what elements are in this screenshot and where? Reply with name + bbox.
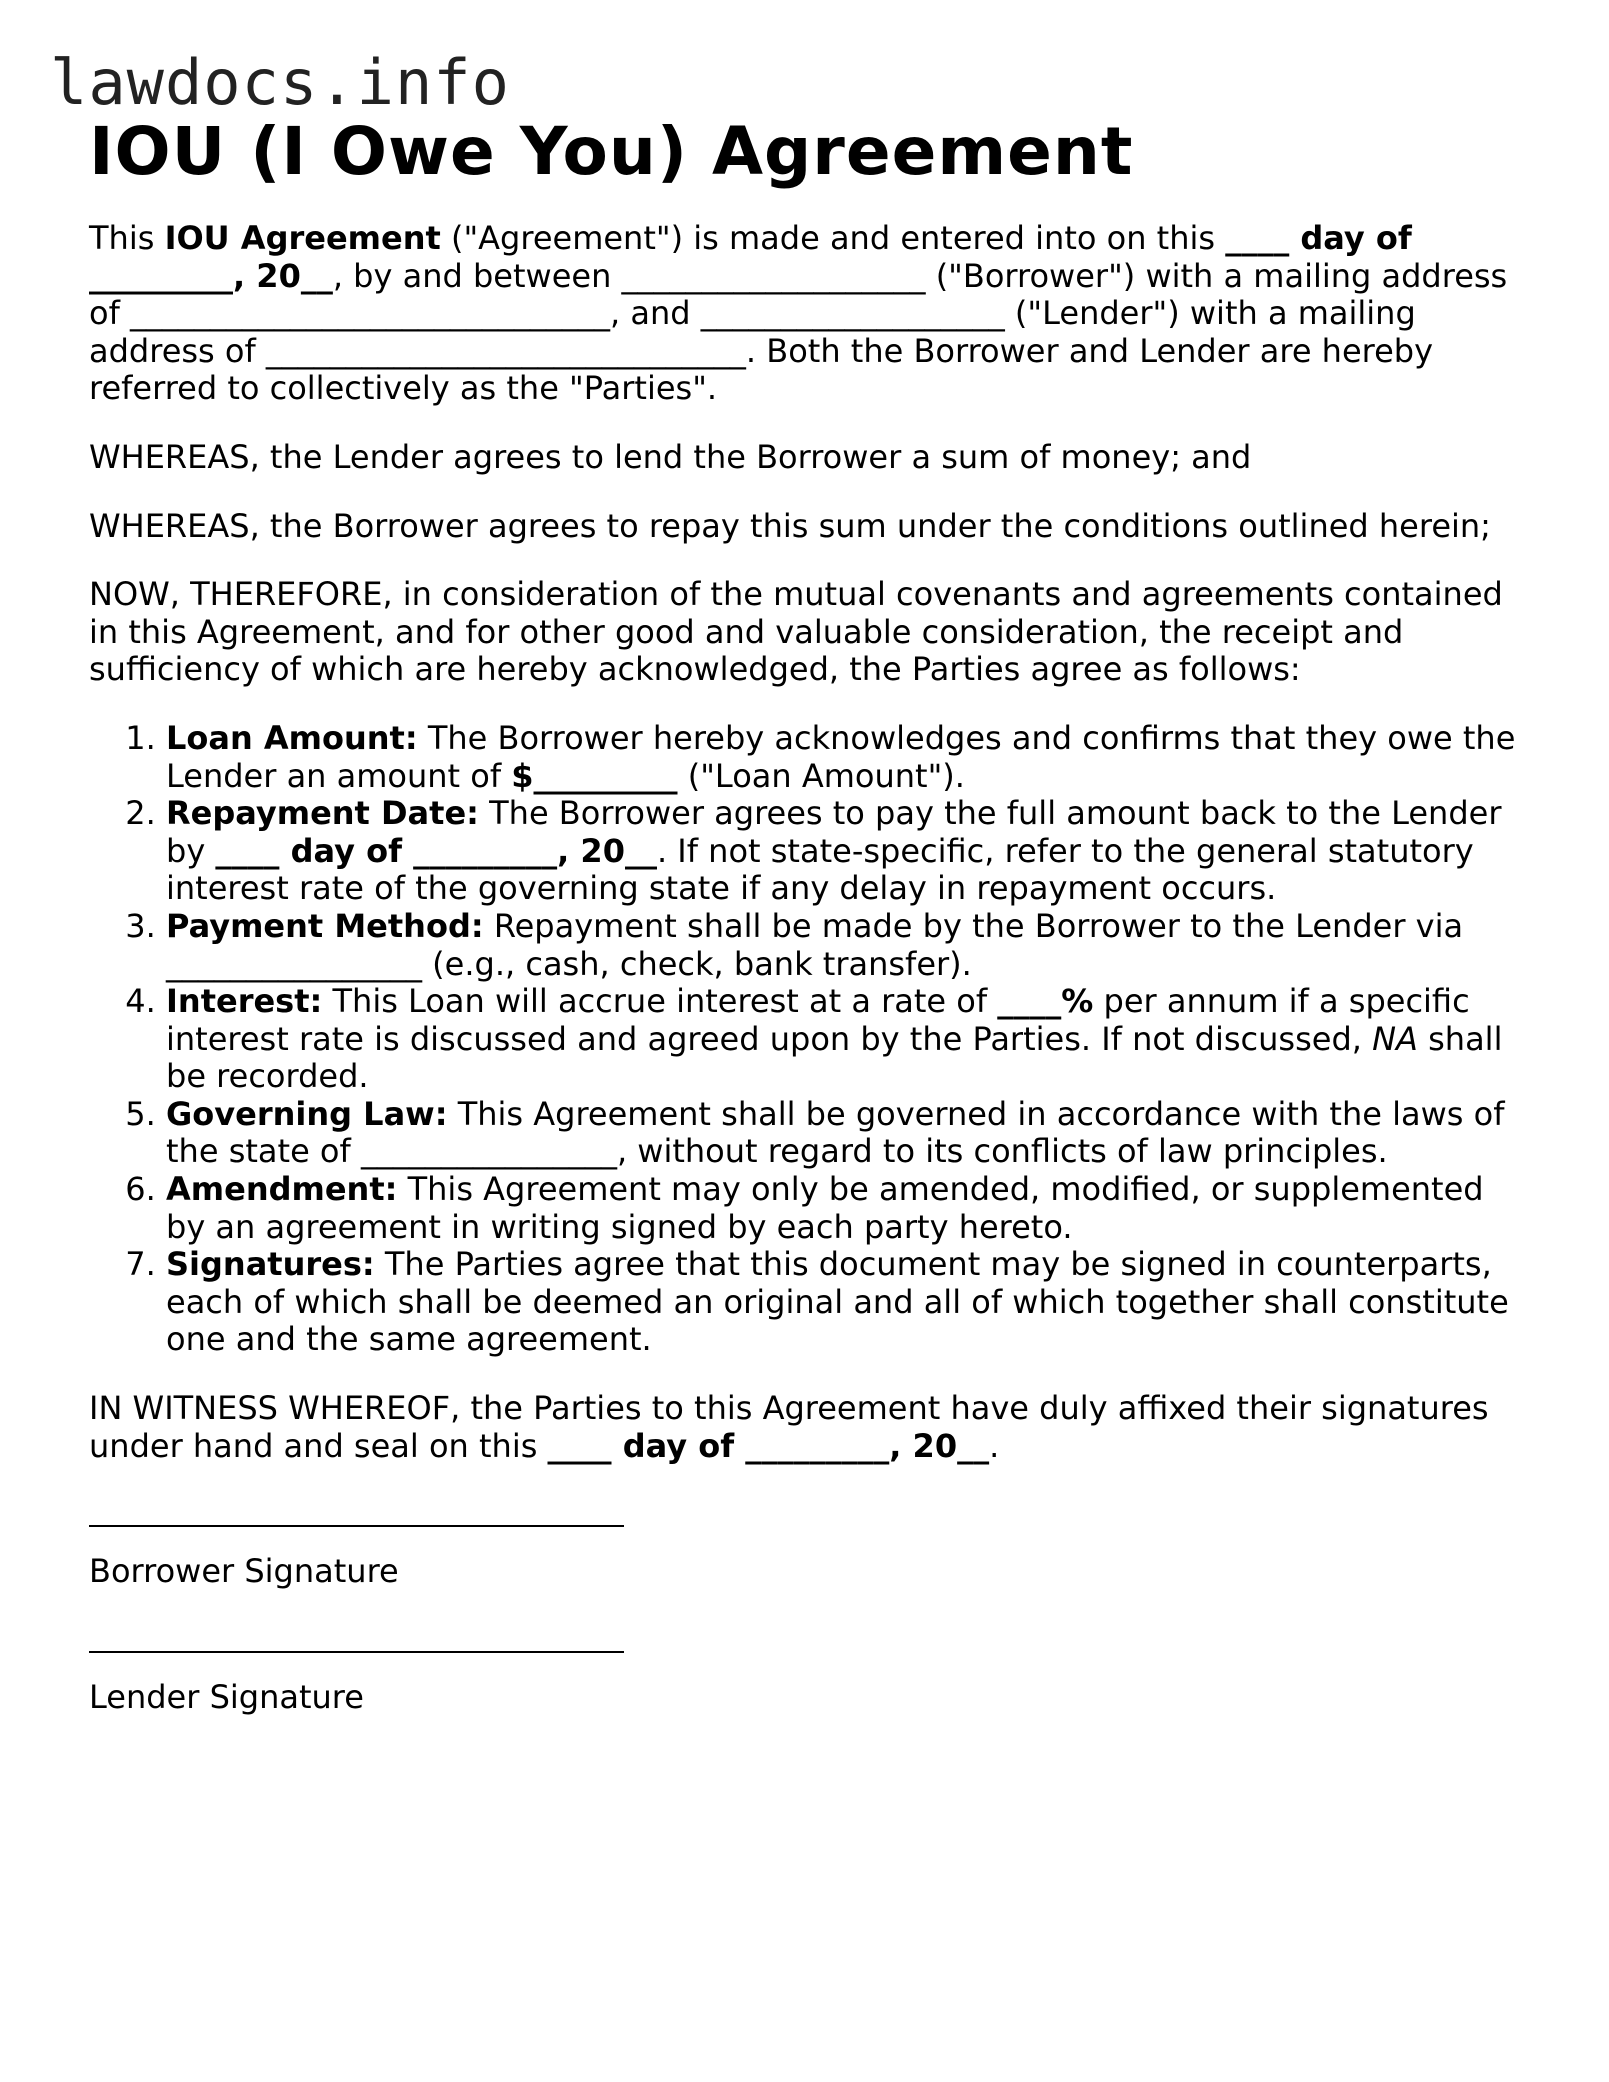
lender-signature-label: Lender Signature (89, 1677, 364, 1716)
terms-list (89, 720, 1529, 1359)
borrower-signature-label: Borrower Signature (89, 1552, 399, 1591)
whereas-lender-paragraph: WHEREAS, the Lender agrees to lend the Borrower a sum of money; and (89, 437, 1252, 476)
term-loan-amount: 1. Loan Amount: The Borrower hereby acknowledges and confirms that they owe the Lender an amount of $_________ ("Loan Amount"). (166, 720, 1529, 795)
document-title: IOU (I Owe You) Agreement (89, 113, 1134, 190)
whereas-borrower-paragraph: WHEREAS, the Borrower agrees to repay this sum under the conditions outlined herein; (89, 506, 1491, 545)
term-interest: 4. Interest: This Loan will accrue interest at a rate of ____% per annum if a specific interest rate is discussed and agreed upon by the Parties. If not discussed, NA shall be recorded. (166, 983, 1529, 1096)
document-body (89, 110, 1529, 1716)
witness-paragraph: IN WITNESS WHEREOF, the Parties to this Agreement have duly affixed their signatures under hand and seal on this ____ day of _________, 20__. (89, 1389, 1489, 1465)
intro-paragraph: This IOU Agreement ("Agreement") is made and entered into on this ____ day of _________, 20__, by and between ___________________ ("Borrower") with a mailing address of ______________________________, and ___________________ ("Lender") with a mailing address of ______________________________. Both the Borrower and Lender are hereby referred to collectively as the "Parties". (89, 219, 1508, 408)
term-amendment: 6. Amendment: This Agreement may only be amended, modified, or supplemented by an agreement in writing signed by each party hereto. (166, 1171, 1529, 1246)
term-governing-law: 5. Governing Law: This Agreement shall be governed in accordance with the laws of the state of ________________, without regard to its conflicts of law principles. (166, 1096, 1529, 1171)
borrower-signature-line[interactable] (89, 1525, 624, 1527)
term-signatures: 7. Signatures: The Parties agree that this document may be signed in counterparts, each of which shall be deemed an original and all of which together shall constitute one and the same agreement. (166, 1246, 1529, 1359)
site-logo-text: lawdocs.info (50, 46, 510, 119)
term-repayment-date: 2. Repayment Date: The Borrower agrees to pay the full amount back to the Lender by ____ day of _________, 20__. If not state-specific, refer to the general statutory interest rate of the governing state if any delay in repayment occurs. (166, 795, 1529, 908)
lender-signature-line[interactable] (89, 1651, 624, 1653)
now-therefore-paragraph: NOW, THEREFORE, in consideration of the mutual covenants and agreements contained in this Agreement, and for other good and valuable consideration, the receipt and sufficiency of which are hereby acknowledged, the Parties agree as follows: (89, 575, 1503, 689)
term-payment-method: 3. Payment Method: Repayment shall be made by the Borrower to the Lender via ________________ (e.g., cash, check, bank transfer). (166, 908, 1529, 983)
